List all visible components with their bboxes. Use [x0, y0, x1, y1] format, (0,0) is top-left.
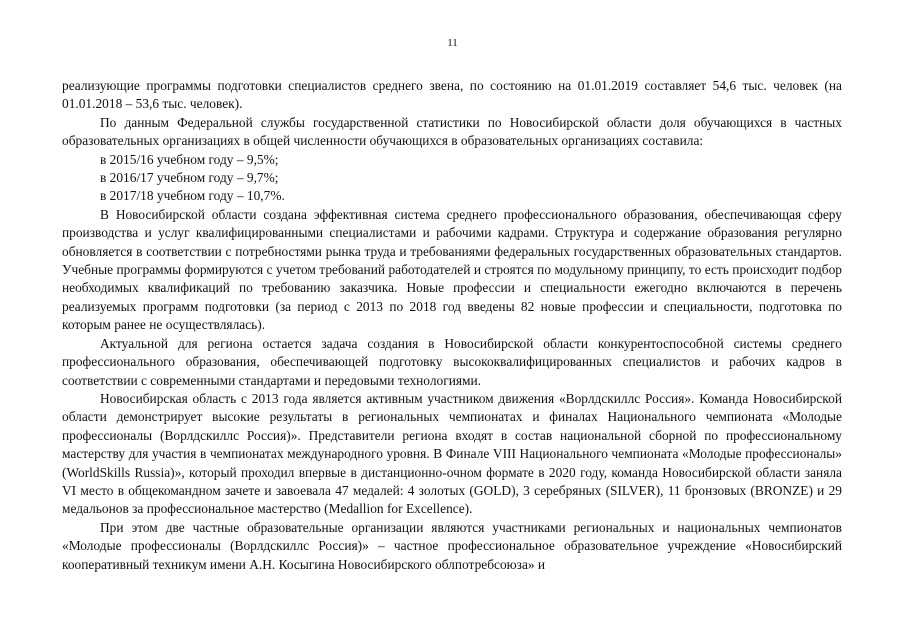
document-body — [62, 77, 842, 574]
list-item-2017: в 2017/18 учебном году – 10,7%. — [100, 188, 285, 204]
list-item-2015: в 2015/16 учебном году – 9,5%; — [100, 151, 279, 167]
paragraph-statistics-intro: По данным Федеральной службы государственной статистики по Новосибирской области доля обучающихся в частных образовательных организациях в общей численности обучающихся в образовательных организациях составила: — [62, 114, 842, 149]
page-number: 11 — [447, 37, 458, 49]
list-item-2016: в 2016/17 учебном году – 9,7%; — [100, 170, 279, 186]
paragraph-private-organizations: При этом две частные образовательные организации являются участниками региональных и национальных чемпионатов «Молодые профессионалы (Ворлдскиллс Россия)» – частное профессиональное образовательное учреждение «Новосибирский кооперативный техникум имени А.Н. Косыгина Новосибирского облпотребсоюза» и — [62, 519, 842, 572]
paragraph-continuation: реализующие программы подготовки специалистов среднего звена, по состоянию на 01.01.2019 составляет 54,6 тыс. человек (на 01.01.2018 – 53,6 тыс. человек). — [62, 78, 842, 112]
paragraph-regional-task: Актуальной для региона остается задача создания в Новосибирской области конкурентоспособной системы среднего профессионального образования, обеспечивающей подготовку высококвалифицированных специалистов и рабочих кадров в соответствии с современными стандартами и передовыми технологиями. — [62, 335, 842, 388]
paragraph-spo-system: В Новосибирской области создана эффективная система среднего профессионального образования, обеспечивающая сферу производства и услуг квалифицированными специалистами и рабочими кадрами. Структура и содержание образования регулярно обновляется в соответствии с потребностями рынка труда и требованиями федеральных государственных образовательных стандартов. Учебные программы формируются с учетом требований работодателей и строятся по модульному принципу, то есть происходит подбор необходимых квалификаций по требованию заказчика. Новые профессии и специальности ежегодно включаются в перечень реализуемых программ подготовки (за период с 2013 по 2018 год введены 82 новые профессии и специальности, подготовка по которым ранее не осуществлялась). — [62, 206, 842, 333]
paragraph-worldskills: Новосибирская область с 2013 года является активным участником движения «Ворлдскиллс Россия». Команда Новосибирской области демонстрирует высокие результаты в региональных чемпионатах и финалах Национального чемпионата «Молодые профессионалы (Ворлдскиллс Россия)». Представители региона входят в состав национальной сборной по профессиональному мастерству для участия в чемпионатах международного уровня. В Финале VIII Национального чемпионата «Молодые профессионалы» (WorldSkills Russia)», который проходил впервые в дистанционно-очном формате в 2020 году, команда Новосибирской области заняла VI место в общекомандном зачете и завоевала 47 медалей: 4 золотых (GOLD), 3 серебряных (SILVER), 11 бронзовых (BRONZE) и 29 медальонов за профессиональное мастерство (Medallion for Excellence). — [62, 390, 842, 517]
